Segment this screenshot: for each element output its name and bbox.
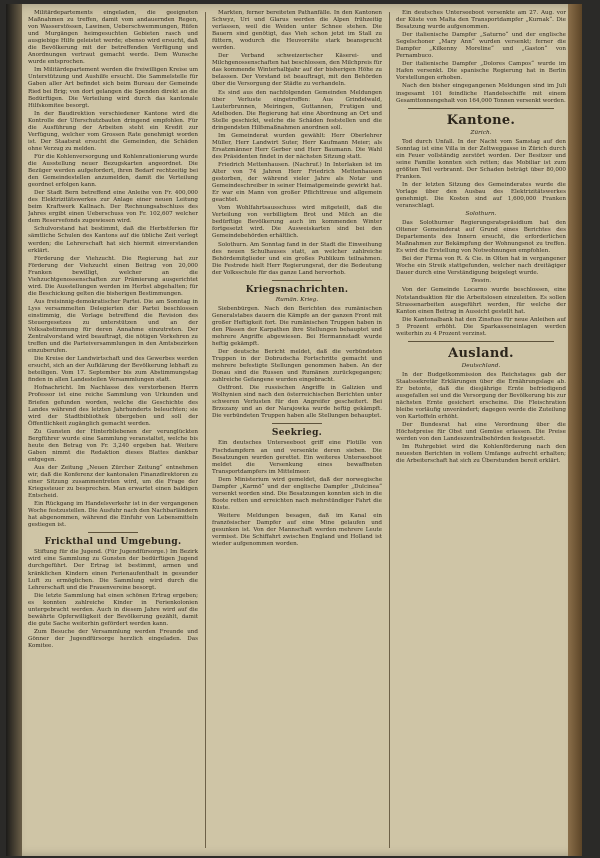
article-paragraph: In der Budgetkommission des Reichstages gab der Staatssekretär Erklärungen über die Ernährungslage ab. Er betonte, daß die diesjährige Ernte befriedigend ausgefallen sei und die Versorgung der Bevölkerung bis zur nächsten Ernte gesichert erscheine. Die Fleischration bleibe vorläufig unverändert; dagegen werde die Zuteilung von Kartoffeln erhöht. bbox=[396, 371, 566, 421]
article-paragraph: Für die Kohlenversorgung und Kohlenrationierung wurde die Ausstellung neuer Bezugskarten angeordnet. Die Bezüger werden aufgefordert, ihren Bedarf rechtzeitig bei den Gemeindestellen anzumelden, damit die Verteilung geordnet erfolgen kann. bbox=[28, 153, 198, 189]
article-paragraph: Ein deutsches Unterseeboot versenkte am 27. Aug. vor der Küste von Malta den Transportdampfer „Kurnak“. Die Besatzung wurde aufgenommen. bbox=[396, 10, 566, 31]
newspaper-page bbox=[22, 4, 582, 856]
subsection-heading: Zürich. bbox=[470, 129, 492, 136]
article-paragraph: Nach den bisher eingegangenen Meldungen sind im Juli insgesamt 101 feindliche Handelsschiffe mit einem Gesamttonnengehalt von 164,000 Tonnen versenkt worden. bbox=[396, 83, 566, 104]
article-paragraph: In der Baudirektion verschiedener Kantone wird die Kontrolle der Uferschutzbauten dringend empfohlen. Für die Ausführung der Arbeiten steht ein Kredit zur Verfügung, welcher vom Grossen Rate genehmigt worden ist. Der Staatsrat ersucht die Gemeinden, die Schäden ohne Verzug zu melden. bbox=[28, 110, 198, 152]
section-divider bbox=[408, 108, 554, 109]
subsection-heading: Solothurn. bbox=[465, 211, 497, 218]
subsection-heading: Deutschland. bbox=[461, 362, 501, 369]
article-paragraph: Dem Ministerium wird gemeldet, daß der norwegische Dampfer „Karmö“ und der englische Dampfer „Dulcinea“ versenkt worden sind. Die Besatzungen konnten sich in die Boote retten und erreichten nach mehrstündiger Fahrt die Küste. bbox=[212, 476, 382, 511]
article-paragraph: Zu Gunsten der Hinterbliebenen der verunglückten Bergführer wurde eine Sammlung veranstaltet, welche bis heute den Betrag von Fr. 3,240 ergeben hat. Weitere Gaben nimmt die Redaktion dieses Blattes dankbar entgegen. bbox=[28, 428, 198, 463]
article-paragraph: Vom Wohlfahrtsausschuss wird mitgeteilt, daß die Verteilung von verbilligtem Brot und Milch an die bedürftige Bevölkerung auch im kommenden Winter fortgesetzt wird. Die Ausweiskarten sind bei den Gemeindebehörden erhältlich. bbox=[212, 205, 382, 240]
article-paragraph: Bei der Firma von R. & Cie. in Olten hat in vergangener Woche ein Streik stattgefunden, welcher nach dreitägiger Dauer durch eine Verständigung beigelegt wurde. bbox=[396, 256, 566, 277]
article-paragraph: Die Kreise der Landwirtschaft und des Gewerbes werden ersucht, sich an der Aufklärung der Bevölkerung lebhaft zu beteiligen. Vom 17. September bis zum Abstimmungstag finden in allen Landesteilen Versammlungen statt. bbox=[28, 356, 198, 384]
article-paragraph: Zum Besuche der Versammlung werden Freunde und Gönner der Jugendfürsorge herzlich eingeladen. Das Komitee. bbox=[28, 628, 198, 649]
article-paragraph: Der Verband schweizerischer Käserei- und Milchgenossenschaften hat beschlossen, den Milchpreis für das kommende Winterhalbjahr auf der bisherigen Höhe zu belassen. Der Vorstand ist beauftragt, mit den Behörden über die Versorgung der Städte zu verhandeln. bbox=[212, 53, 382, 88]
article-paragraph: Von der Gemeinde Locarno wurde beschlossen, eine Notstandsaktion für die Arbeitslosen einzuleiten. Es sollen Strassenarbeiten ausgeführt werden, für welche der Kanton einen Beitrag in Aussicht gestellt hat. bbox=[396, 287, 566, 315]
section-heading: Frickthal und Umgebung. bbox=[44, 537, 182, 548]
article-paragraph: Das Solothurner Regierungsratspräsidium hat den Oltener Gemeinderat auf Grund eines Berichtes des Departements des Innern ersucht, die erforderlichen Maßnahmen zur Bekämpfung der Wohnungsnot zu treffen. Es wird die Erstellung von Notwohnungen empfohlen. bbox=[396, 220, 566, 255]
article-paragraph: Militärdepartements eingeladen, die geeigneten Maßnahmen zu treffen, damit vom andauernden Regen, von Wasserstössen, Lawinen, Ueberschwemmungen, Rüfen und Murgängen heimgesuchten Gebieten rasch und ausgiebige Hilfe geleistet werde; ebenso wird ersucht, daß die Bevölkerung mit der betreffenden Verfügung und Anordnungen vertraut gemacht werde. Dem Wunsche wurde entsprochen. bbox=[28, 10, 198, 66]
article-paragraph: Ostfront. Die russischen Angriffe in Galizien und Wolhynien sind nach den österreichischen Berichten unter schweren Verlusten für den Angreifer gescheitert. Bei Brzezany und an der Narajowka wurde heftig gekämpft. Die verbündeten Truppen haben alle Stellungen behauptet. bbox=[212, 385, 382, 420]
article-paragraph: Schulvorstand hat bestimmt, daß die Herbstferien für sämtliche Schulen des Kantons auf die übliche Zeit verlegt werden; die Lehrerschaft hat sich hiermit einverstanden erklärt. bbox=[28, 226, 198, 254]
section-divider bbox=[272, 280, 322, 281]
column-rule bbox=[389, 12, 390, 848]
article-paragraph: Die Kantonalbank hat den Zinsfuss für neue Anleihen auf 5 Prozent erhöht. Die Sparkasseneinlagen werden weiterhin zu 4 Prozent verzinst. bbox=[396, 316, 566, 337]
article-paragraph: Aus freisinnig-demokratischer Partei. Die am Sonntag in Lyss versammelten Delegierten der Partei beschlossen einstimmig, die Vorlage betreffend die Revision des Steuergesetzes zu unterstützen und an der Volksabstimmung für deren Annahme einzutreten. Der Zentralvorstand wird beauftragt, die nötigen Vorkehren zu treffen und die Parteiversammlungen in den Amtsbezirken einzuberufen. bbox=[28, 298, 198, 355]
article-paragraph: Friedrich Mettenhausen. (Nachruf.) In Interlaken ist im Alter von 74 Jahren Herr Friedrich Mettenhausen gestorben, der während vieler Jahre als Notar und Gemeindeschreiber in seiner Heimatgemeinde gewirkt hat. Er war ein Mann von großer Pflichttreue und allgemein geachtet. bbox=[212, 161, 382, 204]
article-paragraph: Der deutsche Bericht meldet, daß die verbündeten Truppen in der Dobrudscha Fortschritte gemacht und mehrere befestigte Stellungen genommen haben. An der Donau sind die Russen und Rumänen zurückgegangen; zahlreiche Gefangene wurden eingebracht. bbox=[212, 349, 382, 384]
article-paragraph: Ein Rückgang im Handelsverkehr ist in der vergangenen Woche festzustellen. Die Ausfuhr nach den Nachbarländern hat abgenommen, während die Einfuhr von Lebensmitteln gestiegen ist. bbox=[28, 501, 198, 529]
subsection-heading: Tessin. bbox=[470, 278, 492, 285]
section-divider bbox=[272, 423, 322, 424]
book-edge bbox=[6, 4, 22, 856]
article-paragraph: Im Gemeinderat wurden gewählt: Herr Oberlehrer Müller, Herr Landwirt Suter, Herr Kaufmann Meier; als Ersatzmänner Herr Gerber und Herr Baumann. Die Wahl des Präsidenten findet in der nächsten Sitzung statt. bbox=[212, 132, 382, 160]
article-paragraph: Der Bundesrat hat eine Verordnung über die Höchstpreise für Obst und Gemüse erlassen. Die Preise werden von den Landeszentralbehörden festgesetzt. bbox=[396, 422, 566, 443]
column-rule bbox=[205, 12, 206, 848]
section-heading: Kriegsnachrichten. bbox=[245, 284, 349, 295]
section-heading: Ausland. bbox=[448, 345, 514, 361]
article-paragraph: Im Ruhrgebiet wird die Kohlenförderung nach den neuesten Berichten in vollem Umfange aufrecht erhalten; die Arbeiterschaft hat sich zu Überstunden bereit erklärt. bbox=[396, 444, 566, 465]
article-paragraph: Aus der Zeitung „Neuen Zürcher Zeitung“ entnehmen wir, daß die Konferenz der kantonalen Finanzdirektoren zu einer Sitzung zusammentreten wird, um die Frage der Kriegssteuer zu besprechen. Man erwartet einen baldigen Entscheid. bbox=[28, 464, 198, 500]
article-paragraph: Weitere Meldungen besagen, daß im Kanal ein französischer Dampfer auf eine Mine gelaufen und gesunken ist. Von der Mannschaft werden mehrere Leute vermisst. Die Schiffahrt zwischen England und Holland ist wieder aufgenommen worden. bbox=[212, 512, 382, 548]
article-paragraph: Solothurn. Am Sonntag fand in der Stadt die Einweihung des neuen Schulhauses statt, an welcher zahlreiche Behördemitglieder und ein großes Publikum teilnahmen. Die Festrede hielt Herr Regierungsrat, der die Bedeutung der Volksschule für das ganze Land hervorhob. bbox=[212, 241, 382, 276]
section-divider bbox=[408, 341, 554, 342]
article-paragraph: Der Stadt Bern betreffend eine Anleihe von Fr. 400,000 des Elektrizitätswerkes zur Anlage einer neuen Leitung beim Kraftwerk Kallnach. Der Rechnungsabschluss des Jahres ergibt einen Ueberschuss von Fr. 102,607 welcher dem Reservefonds zugewiesen wird. bbox=[28, 190, 198, 225]
article-paragraph: Die letzte Sammlung hat einen schönen Ertrag ergeben; es konnten zahlreiche Kinder in Ferienkolonien untergebracht werden. Auch in diesem Jahre wird auf die bewährte Opferwilligkeit der Bevölkerung gezählt, damit die gute Sache weiterhin gefördert werden kann. bbox=[28, 592, 198, 627]
section-divider bbox=[88, 532, 138, 533]
article-paragraph: Der italienische Dampfer „Dolores Campos“ wurde im Hafen versenkt. Die spanische Regierung hat in Berlin Vorstellungen erhoben. bbox=[396, 61, 566, 82]
article-paragraph: Siebenbürgen. Nach den Berichten des rumänischen Generalstabes dauern die Kämpfe an der ganzen Front mit großer Heftigkeit fort. Die rumänischen Truppen haben in den Pässen der Karpathen ihre Stellungen behauptet und mehrere Angriffe abgewiesen. Bei Hermannstadt wurde heftig gekämpft. bbox=[212, 305, 382, 347]
article-paragraph: In der letzten Sitzung des Gemeinderates wurde die Vorlage über den Ausbau des Elektrizitätswerkes genehmigt. Die Kosten sind auf 1,600,000 Franken veranschlagt. bbox=[396, 181, 566, 210]
article-paragraph: Ein deutsches Unterseeboot griff eine Flotille von Fischdampfern an und versenkte deren sieben. Die Besatzungen wurden gerettet. Ein weiteres Unterseeboot meldet die Versenkung eines bewaffneten Transportdampfers im Mittelmeer. bbox=[212, 440, 382, 475]
article-paragraph: Es sind aus den nachfolgenden Gemeinden Meldungen über Verluste eingetroffen: Aus Grindelwald, Lauterbrunnen, Meiringen, Guttannen, Frutigen und Adelboden. Die Regierung hat eine Abordnung an Ort und Stelle geschickt, welche die Schäden feststellen und die dringendsten Hilfsmaßnahmen anordnen soll. bbox=[212, 89, 382, 131]
column-middle bbox=[212, 10, 382, 850]
article-paragraph: Förderung der Viehzucht. Die Regierung hat zur Förderung der Viehzucht einen Beitrag von 20,000 Franken bewilligt, welcher an die Viehzuchtgenossenschaften zur Prämierung ausgerichtet wird. Die Ausstellungen werden im Herbst abgehalten; für die Beschickung gelten die bisherigen Bestimmungen. bbox=[28, 255, 198, 297]
column-left bbox=[28, 10, 198, 850]
article-paragraph: Hofnachricht. Im Nachlasse des verstorbenen Herrn Professor ist eine reiche Sammlung von Urkunden und Briefen gefunden worden, welche die Geschichte des Landes während des letzten Jahrhunderts beleuchten; sie wird der Stadtbibliothek übergeben und soll der Öffentlichkeit zugänglich gemacht werden. bbox=[28, 385, 198, 427]
section-heading: Seekrieg. bbox=[271, 428, 323, 439]
section-heading: Kantone. bbox=[446, 112, 516, 128]
article-paragraph: Markten, ferner bereiteten Pathanfälle. In den Kantonen Schwyz, Uri und Glarus werden die Alpen frühzeitig verlassen, weil die Weiden unter Schnee stehen. Die Bauern sind genötigt, das Vieh schon jetzt im Stall zu füttern, wodurch die Heuvorräte stark beansprucht werden. bbox=[212, 10, 382, 52]
book-binding bbox=[568, 4, 582, 856]
column-right bbox=[396, 10, 566, 850]
article-paragraph: Der italienische Dampfer „Saturno“ und der englische Segelschoner „Mary Ann“ wurden versenkt; ferner die Dampfer „Kilkenny Moreline“ und „Gaston“ von Pernambuco. bbox=[396, 32, 566, 60]
subsection-heading: Rumän. Krieg. bbox=[275, 296, 319, 303]
article-paragraph: Tod durch Unfall. In der Nacht vom Samstag auf den Sonntag ist eine Villa in der Zeltweggasse in Zürich durch ein Feuer vollständig zerstört worden. Der Besitzer und seine Familie konnten sich retten; das Mobiliar ist zum größten Teil verbrannt. Der Schaden beträgt über 80,000 Franken. bbox=[396, 138, 566, 180]
article-paragraph: Stiftung für die Jugend. (Für Jugendfürsorge.) Im Bezirk wird eine Sammlung zu Gunsten der bedürftigen Jugend durchgeführt. Der Ertrag ist bestimmt, armen und kränklichen Kindern einen Ferienaufenthalt in gesunder Luft zu ermöglichen. Die Sammlung wird durch die Lehrerschaft und die Frauenvereine besorgt. bbox=[28, 549, 198, 591]
article-paragraph: Im Militärdepartement werden die freiwilligen Kreise um Unterstützung und Aushilfe ersucht. Die Sammelstelle für Gaben aller Art befindet sich beim Bureau der Gemeinde Ried bei Brig; von dort gelangen die Spenden direkt an die Bedürftigen. Die Verteilung wird durch das kantonale Hilfskomitee besorgt. bbox=[28, 67, 198, 109]
